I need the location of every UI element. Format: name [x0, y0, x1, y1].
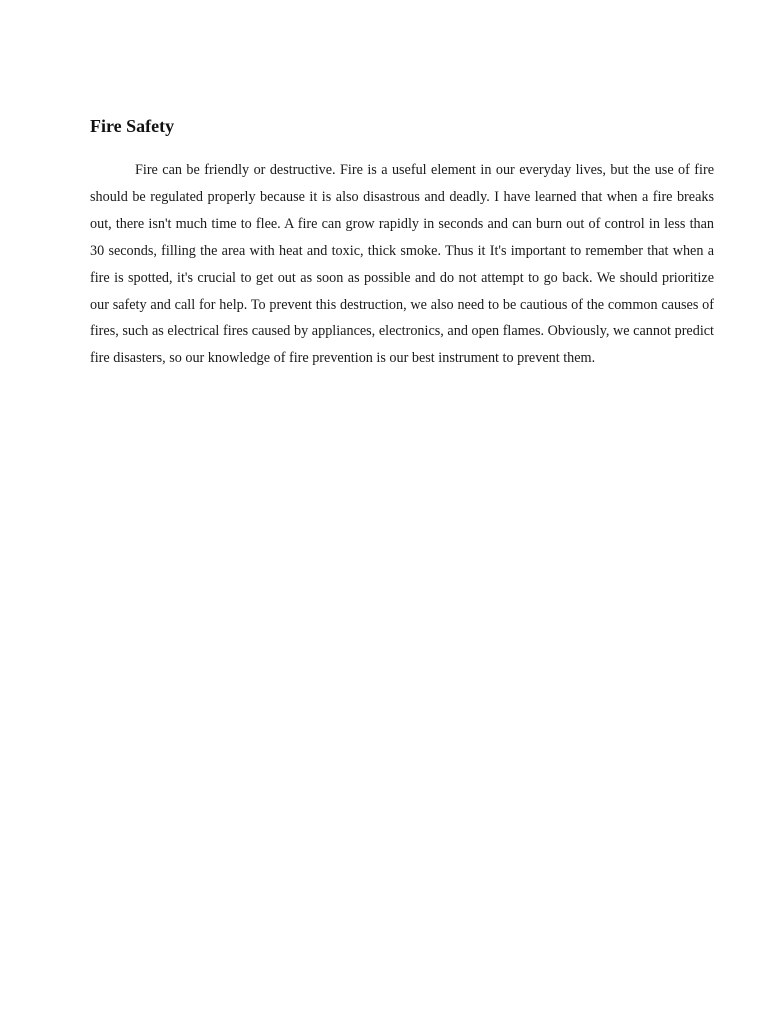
document-title: Fire Safety — [90, 116, 175, 136]
body-paragraph: Fire can be friendly or destructive. Fire is a useful element in our everyday lives, but the use of fire should be regulated properly because it is also disastrous and deadly. I have learned that when a fire breaks out, there isn't much time to flee. A fire can grow rapidly in seconds and can burn out of control in less than 30 seconds, filling the area with heat and toxic, thick smoke. Thus it It's important to remember that when a fire is spotted, it's crucial to get out as soon as possible and do not attempt to go back. We should prioritize our safety and call for help. To prevent this destruction, we also need to be cautious of the common causes of fires, such as electrical fires caused by appliances, electronics, and open flames. Obviously, we cannot predict fire disasters, so our knowledge of fire prevention is our best instrument to prevent them. — [90, 162, 714, 367]
